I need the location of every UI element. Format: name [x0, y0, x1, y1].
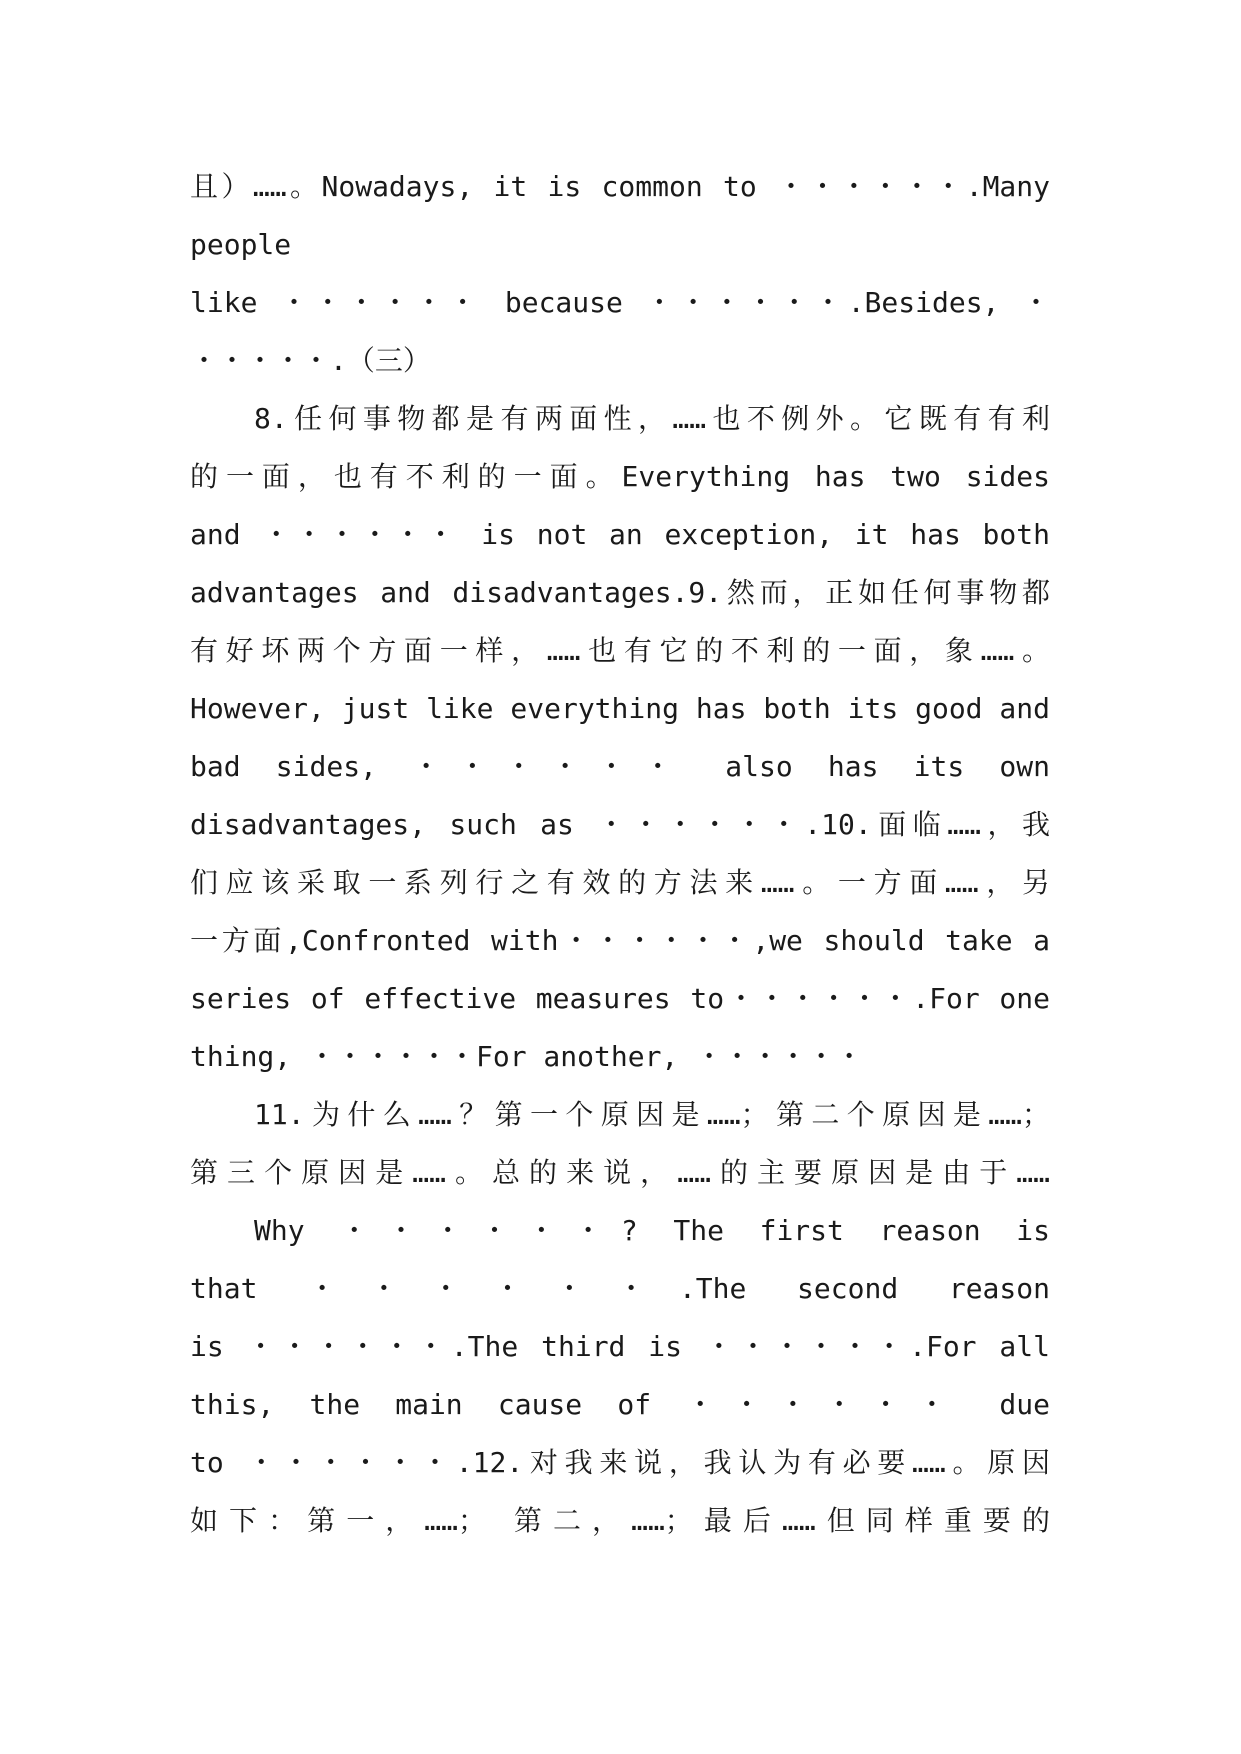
- text-line-6: 的一面，也有不利的一面。Everything has two sides: [190, 460, 1050, 493]
- text-line-15: series of effective measures to・・・・・・.For one: [190, 982, 1050, 1015]
- text-line-4: ・・・・・.（三）: [190, 344, 431, 377]
- text-line-13: 们应该采取一系列行之有效的方法来……。一方面……，另: [190, 866, 1050, 899]
- text-line-3: like ・・・・・・ because ・・・・・・.Besides, ・: [190, 286, 1050, 319]
- text-line-19: Why ・・・・・・? The first reason is: [254, 1214, 1050, 1247]
- text-line-17: 11.为什么……？第一个原因是……；第二个原因是……；: [254, 1098, 1050, 1131]
- text-line-14: 一方面,Confronted with・・・・・・,we should take a: [190, 924, 1050, 957]
- text-line-23: to ・・・・・・.12.对我来说，我认为有必要……。原因: [190, 1446, 1050, 1479]
- text-line-20: that ・・・・・・.The second reason: [190, 1272, 1050, 1305]
- text-line-1: 且）……。Nowadays, it is common to ・・・・・・.Many: [190, 170, 1050, 203]
- text-line-7: and ・・・・・・ is not an exception, it has both: [190, 518, 1050, 551]
- text-line-22: this, the main cause of ・・・・・・ due: [190, 1388, 1050, 1421]
- text-line-8: advantages and disadvantages.9.然而，正如任何事物都: [190, 576, 1050, 609]
- text-line-21: is ・・・・・・.The third is ・・・・・・.For all: [190, 1330, 1050, 1363]
- text-line-5: 8.任何事物都是有两面性，……也不例外。它既有有利: [254, 402, 1050, 435]
- text-line-10: However, just like everything has both its good and: [190, 692, 1050, 725]
- document-body: [190, 158, 1050, 1550]
- text-line-24: 如下：第一，……； 第二，……；最后……但同样重要的: [190, 1504, 1050, 1537]
- text-line-9: 有好坏两个方面一样，……也有它的不利的一面，象……。: [190, 634, 1050, 667]
- text-line-12: disadvantages, such as ・・・・・・.10.面临……，我: [190, 808, 1050, 841]
- text-line-18: 第三个原因是……。总的来说，……的主要原因是由于……: [190, 1156, 1050, 1189]
- text-line-16: thing, ・・・・・・For another, ・・・・・・: [190, 1040, 864, 1073]
- text-line-2: people: [190, 228, 292, 261]
- text-line-11: bad sides, ・・・・・・ also has its own: [190, 750, 1050, 783]
